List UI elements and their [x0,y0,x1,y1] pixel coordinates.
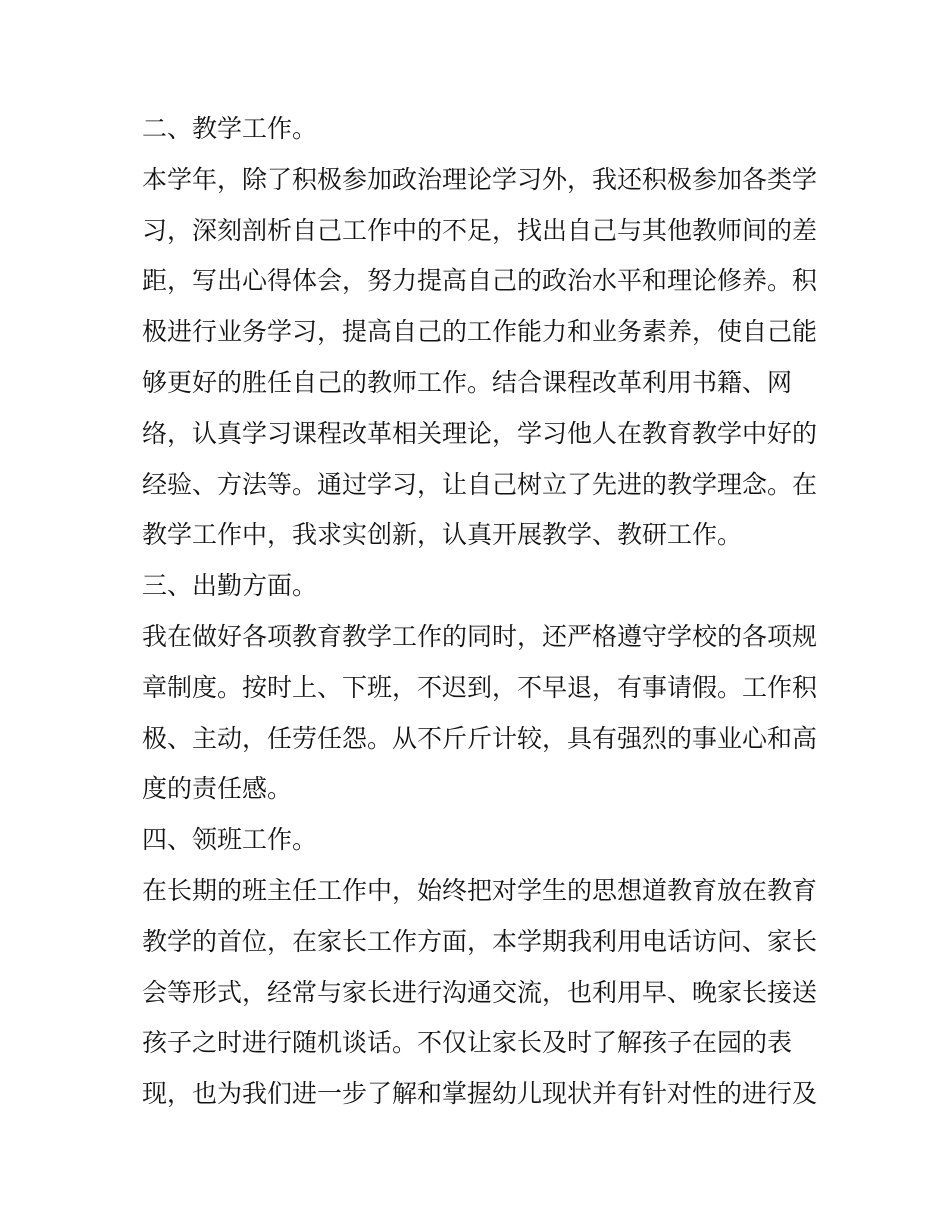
paragraph-line: 在长期的班主任工作中，始终把对学生的思想道教育放在教育 [142,875,818,905]
paragraph-line: 章制度。按时上、下班，不迟到，不早退，有事请假。工作积 [142,672,818,702]
paragraph-line: 本学年，除了积极参加政治理论学习外，我还积极参加各类学 [142,164,818,194]
paragraph-line: 现，也为我们进一步了解和掌握幼儿现状并有针对性的进行及 [142,1079,818,1109]
paragraph-line: 习，深刻剖析自己工作中的不足，找出自己与其他教师间的差 [142,215,818,245]
paragraph-line: 距，写出心得体会，努力提高自己的政治水平和理论修养。积 [142,266,818,296]
paragraph-line: 经验、方法等。通过学习，让自己树立了先进的教学理念。在 [142,469,818,499]
document-body [142,104,822,1120]
paragraph-line: 会等形式，经常与家长进行沟通交流，也利用早、晚家长接送 [142,977,818,1007]
paragraph-line: 我在做好各项教育教学工作的同时，还严格遵守学校的各项规 [142,621,818,651]
section-heading-class-leading: 四、领班工作。 [142,825,318,855]
paragraph-line: 教学工作中，我求实创新，认真开展教学、教研工作。 [142,520,743,550]
paragraph-line: 孩子之时进行随机谈话。不仅让家长及时了解孩子在园的表 [142,1028,793,1058]
section-heading-attendance: 三、出勤方面。 [142,571,318,601]
paragraph-line: 度的责任感。 [142,774,293,804]
paragraph-line: 够更好的胜任自己的教师工作。结合课程改革利用书籍、网 [142,367,793,397]
paragraph-line: 极进行业务学习，提高自己的工作能力和业务素养，使自己能 [142,317,818,347]
paragraph-line: 教学的首位，在家长工作方面，本学期我利用电话访问、家长 [142,926,818,956]
paragraph-line: 极、主动，任劳任怨。从不斤斤计较，具有强烈的事业心和高 [142,723,818,753]
section-heading-teaching: 二、教学工作。 [142,114,318,143]
paragraph-line: 络，认真学习课程改革相关理论，学习他人在教育教学中好的 [142,418,818,448]
